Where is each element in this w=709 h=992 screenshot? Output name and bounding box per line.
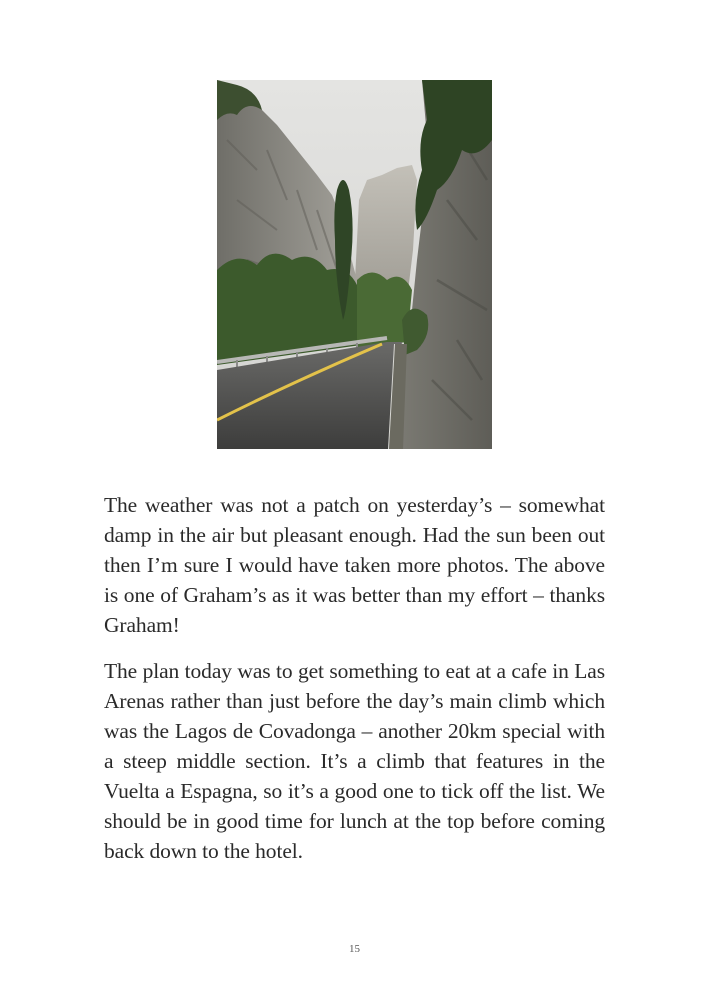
paragraph-plan: The plan today was to get something to eat at a cafe in Las Arenas rather than just before the day’s main climb which was the Lagos de Covadonga – another 20km special with a steep middle section. It’s a climb that features in the Vuelta a Espagna, so it’s a good one to tick off the list. We should be in good time for lunch at the top before coming back down to the hotel. [104,659,605,863]
body-text [104,490,605,866]
paragraph-weather: The weather was not a patch on yesterday’s – somewhat damp in the air but pleasant enough. Had the sun been out then I’m sure I would have taken more photos. The above is one of Graham’s as it was better than my effort – thanks Graham! [104,493,605,637]
page-number: 15 [349,943,360,955]
gorge-road-photo [217,80,492,449]
gorge-road-illustration [217,80,492,449]
